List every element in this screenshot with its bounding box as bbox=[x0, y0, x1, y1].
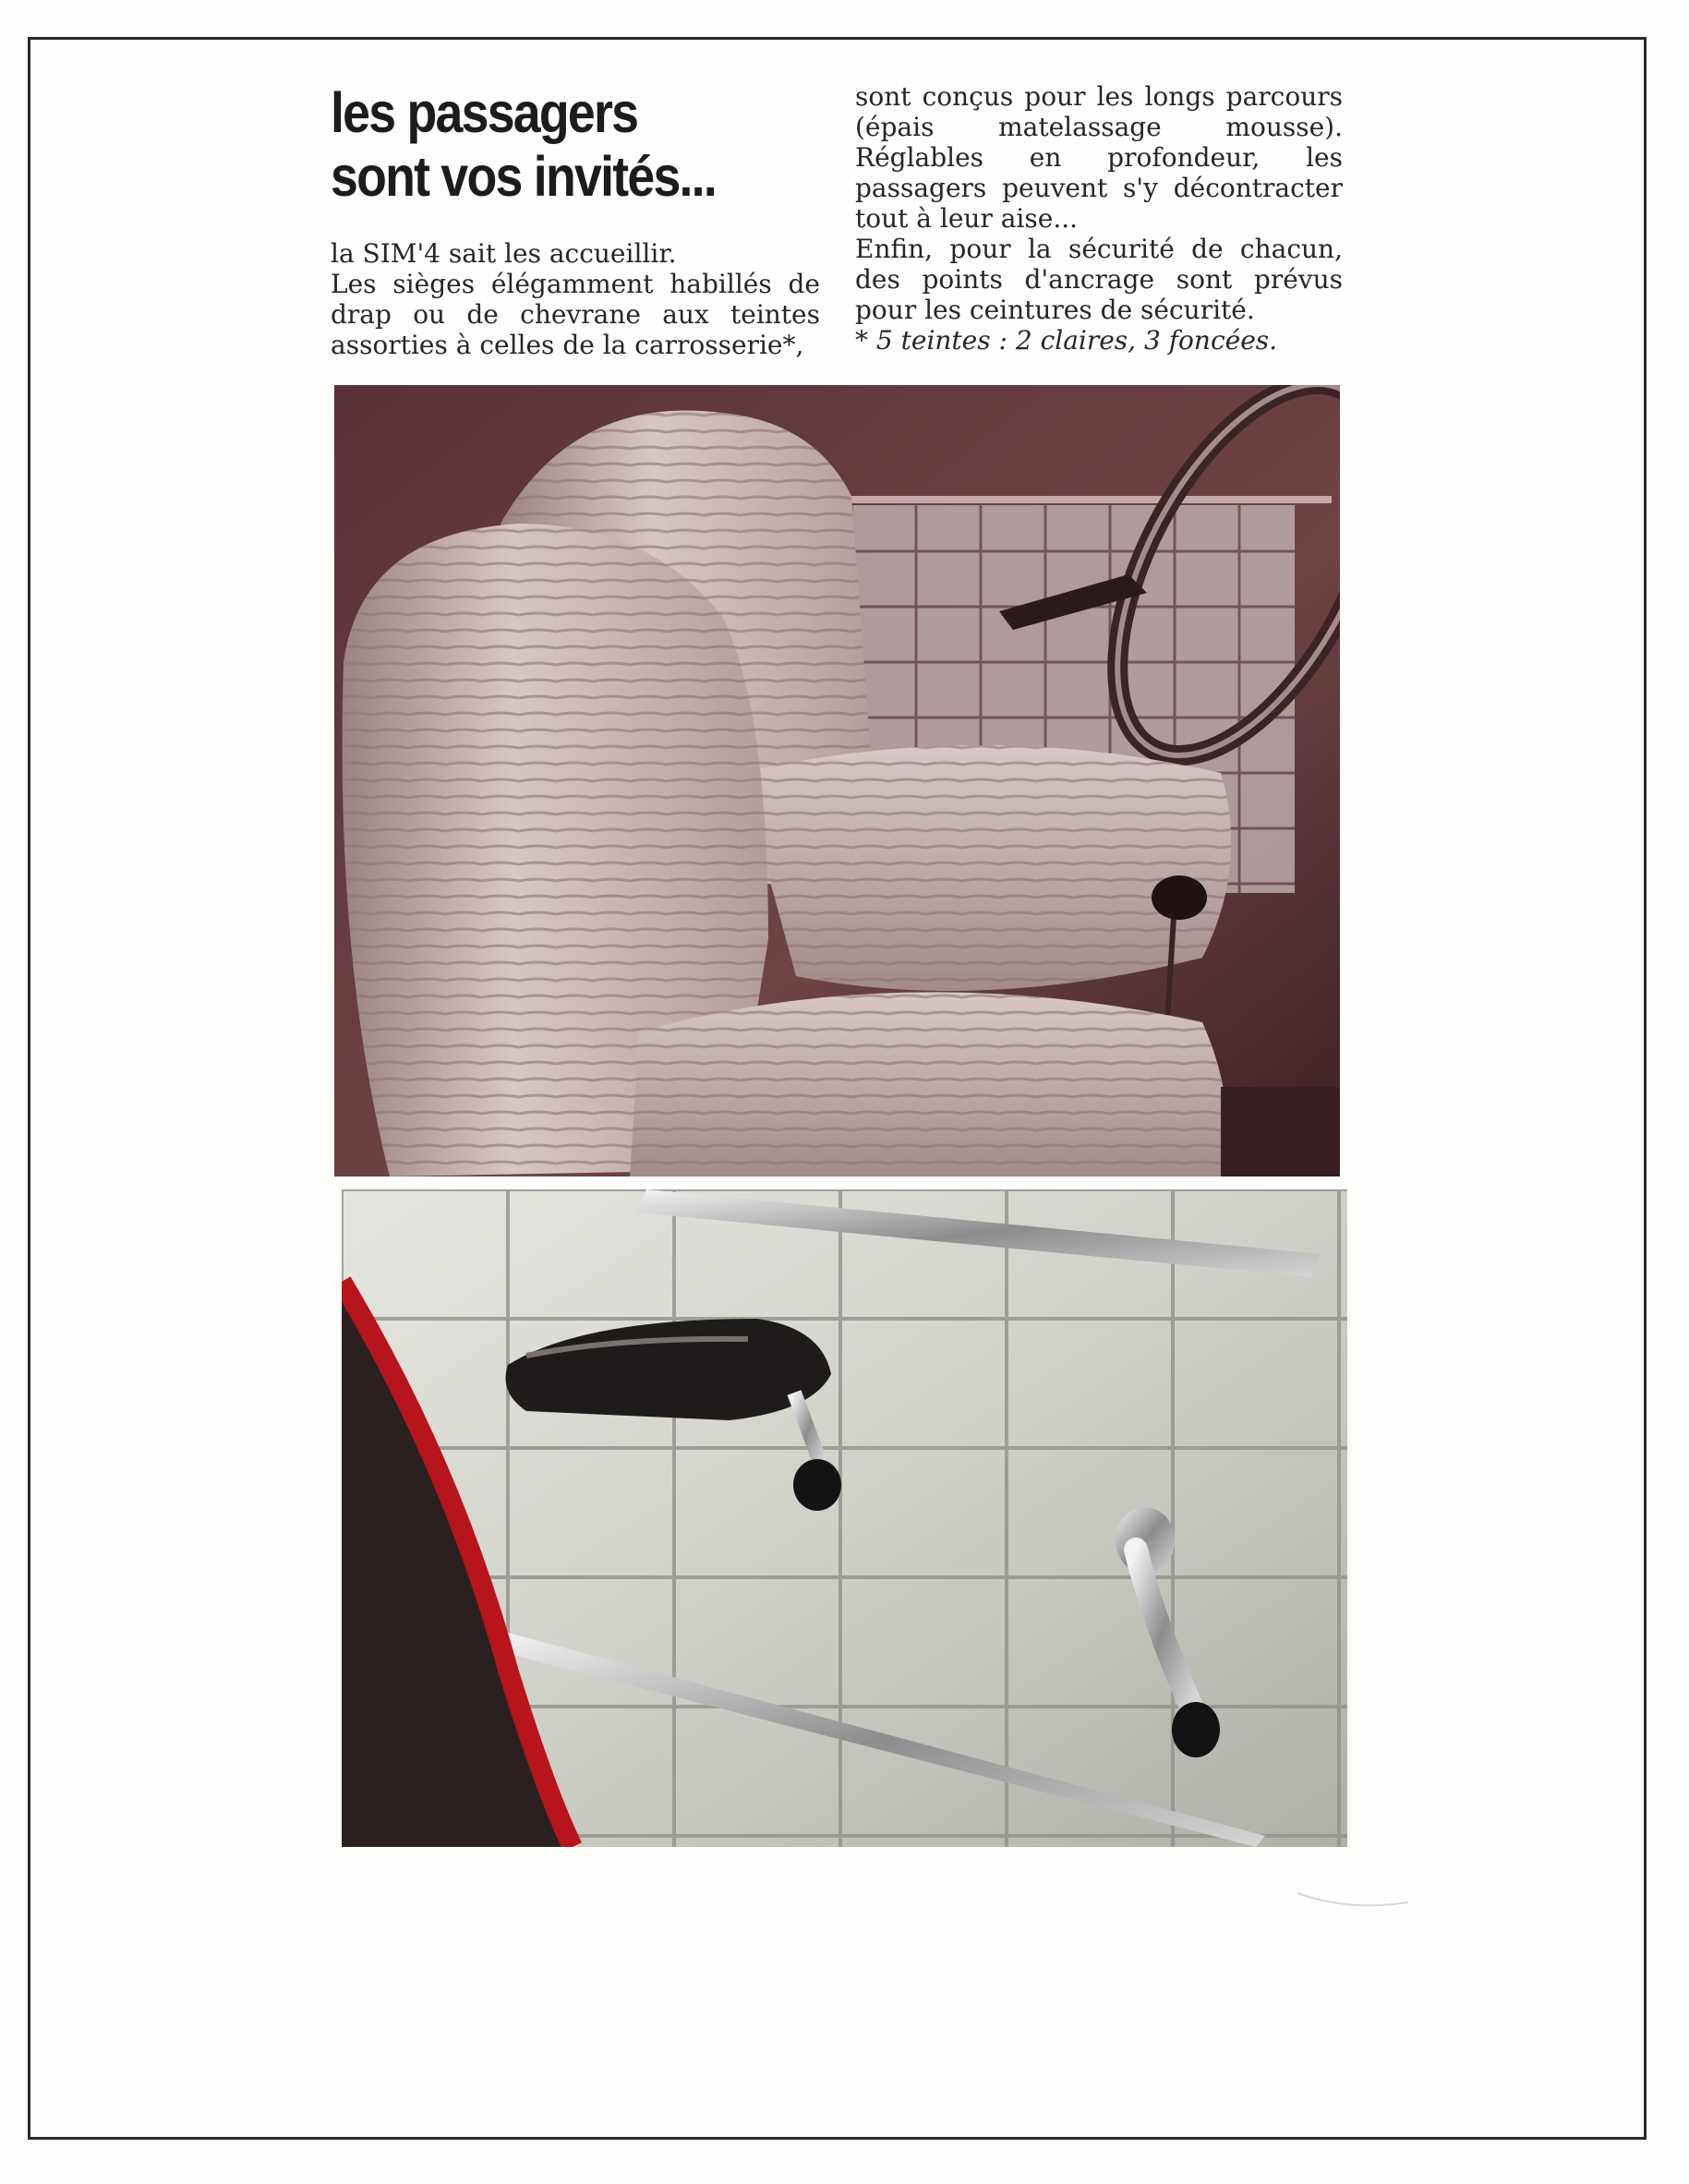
headline-line-1: les passagers bbox=[331, 81, 638, 144]
door-panel-illustration bbox=[342, 1189, 1347, 1847]
seats-comfort-text: sont conçus pour les longs parcours (épais matelassage mousse). Réglables en profondeur, les passagers peuvent s'y décontracter tout à leur aise... bbox=[855, 81, 1343, 234]
headline bbox=[331, 81, 754, 209]
seats-photo bbox=[334, 385, 1340, 1176]
text-column-left bbox=[331, 238, 820, 360]
intro-text: la SIM'4 sait les accueillir. bbox=[331, 238, 677, 269]
seats-description: Les sièges élégamment habillés de drap ou de chevrane aux teintes assorties à celles de la carrosserie*, bbox=[331, 269, 820, 360]
scan-artifact bbox=[1293, 1884, 1413, 1912]
headline-line-2: sont vos invités... bbox=[331, 145, 716, 208]
door-panel-photo bbox=[342, 1189, 1347, 1847]
safety-text: Enfin, pour la sécurité de chacun, des points d'ancrage sont prévus pour les ceintures de sécurité. bbox=[855, 234, 1343, 325]
colors-footnote: * 5 teintes : 2 claires, 3 foncées. bbox=[855, 325, 1278, 356]
seats-illustration bbox=[334, 385, 1340, 1176]
text-column-right bbox=[855, 81, 1343, 356]
